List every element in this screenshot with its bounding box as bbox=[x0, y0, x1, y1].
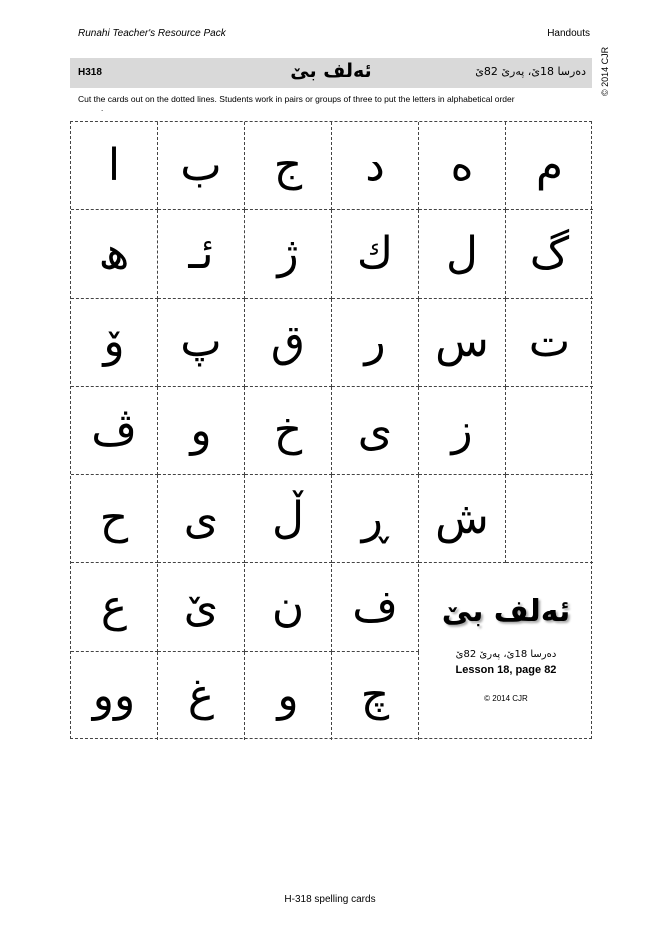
letter-card: ق bbox=[245, 299, 332, 387]
letter-card: ژ bbox=[245, 210, 332, 298]
letter-card: ر bbox=[332, 299, 419, 387]
handout-title: ئەلف بێ bbox=[290, 60, 372, 82]
letter-card: ت bbox=[506, 299, 593, 387]
page-header bbox=[78, 28, 590, 44]
title-bar bbox=[70, 58, 592, 88]
info-card-copyright: © 2014 CJR bbox=[484, 693, 528, 703]
lesson-reference: دەرسا 18ێ، پەرێ 82ێ bbox=[475, 65, 586, 78]
letter-card: ك bbox=[332, 210, 419, 298]
letter-card: س bbox=[419, 299, 506, 387]
letter-card: م bbox=[506, 122, 593, 210]
letter-card: ه bbox=[419, 122, 506, 210]
letter-card: ێ bbox=[158, 564, 245, 652]
letter-card: ز bbox=[419, 387, 506, 475]
letter-card: ش bbox=[419, 475, 506, 563]
side-copyright: © 2014 CJR bbox=[600, 46, 610, 96]
letter-card: ب bbox=[158, 122, 245, 210]
letter-card: و bbox=[245, 652, 332, 740]
resource-pack-title: Runahi Teacher's Resource Pack bbox=[78, 28, 226, 39]
info-card-title: ئەلف بێ bbox=[441, 593, 571, 629]
letter-card: ھ bbox=[71, 210, 158, 298]
empty-card bbox=[506, 387, 593, 475]
info-card-lesson: Lesson 18, page 82 bbox=[455, 663, 557, 676]
letter-card: ج bbox=[245, 122, 332, 210]
letter-card: ڕ bbox=[332, 475, 419, 563]
letter-card: ی bbox=[158, 475, 245, 563]
card-grid bbox=[70, 121, 592, 739]
letter-card: ف bbox=[332, 564, 419, 652]
letter-card: ا bbox=[71, 122, 158, 210]
letter-card: ۆ bbox=[71, 299, 158, 387]
letter-card: ئـ bbox=[158, 210, 245, 298]
letter-card: غ bbox=[158, 652, 245, 740]
page-footer: H-318 spelling cards bbox=[284, 894, 376, 905]
letter-card: ل bbox=[419, 210, 506, 298]
letter-card: و bbox=[158, 387, 245, 475]
letter-card: خ bbox=[245, 387, 332, 475]
section-label: Handouts bbox=[547, 28, 590, 39]
info-card bbox=[419, 564, 593, 741]
letter-card: ى bbox=[332, 387, 419, 475]
letter-card: ن bbox=[245, 564, 332, 652]
letter-card: چ bbox=[332, 652, 419, 740]
handout-code: H318 bbox=[78, 67, 102, 78]
letter-card: ع bbox=[71, 564, 158, 652]
letter-card: پ bbox=[158, 299, 245, 387]
letter-card: گ bbox=[506, 210, 593, 298]
instructions: Cut the cards out on the dotted lines. Students work in pairs or groups of three to put the letters in alphabetical order bbox=[78, 94, 515, 104]
dot-mark: . bbox=[101, 104, 104, 113]
letter-card: ڤ bbox=[71, 387, 158, 475]
letter-card: ح bbox=[71, 475, 158, 563]
letter-card: وو bbox=[71, 652, 158, 740]
info-card-reference: دەرسا 18ێ، پەرێ 82ێ bbox=[455, 648, 557, 660]
letter-card: د bbox=[332, 122, 419, 210]
letter-card: ڵ bbox=[245, 475, 332, 563]
empty-card bbox=[506, 475, 593, 563]
